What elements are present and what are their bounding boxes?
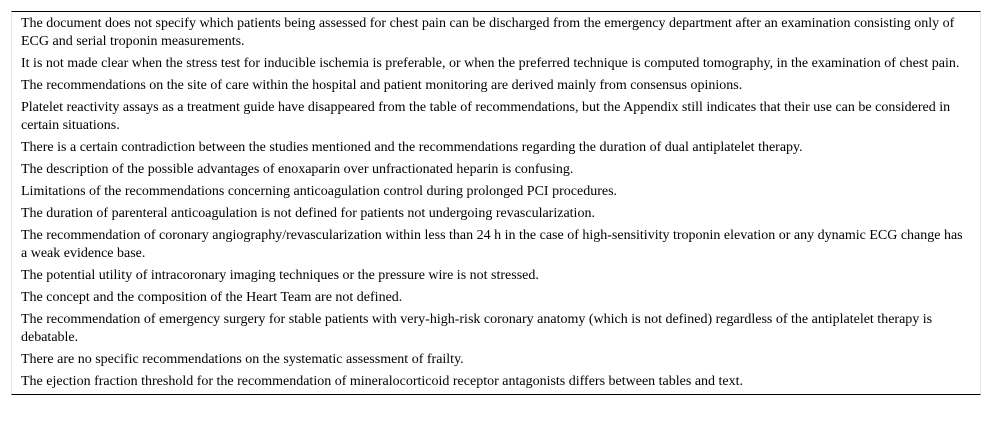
table-row: The recommendation of coronary angiography/revascularization within less than 24 h in the case of high-sensitivity troponin elevation or any dynamic ECG change has a weak evidence base. <box>21 228 963 261</box>
table-row: There are no specific recommendations on the systematic assessment of frailty. <box>21 352 464 367</box>
table-row: The recommendations on the site of care within the hospital and patient monitoring are derived mainly from consensus opinions. <box>21 78 743 93</box>
table-row: The concept and the composition of the Heart Team are not defined. <box>21 290 403 305</box>
table-row: Platelet reactivity assays as a treatment guide have disappeared from the table of recommendations, but the Appendix still indicates that their use can be considered in certain situations. <box>21 100 951 133</box>
table-row: The recommendation of emergency surgery for stable patients with very-high-risk coronary anatomy (which is not defined) regardless of the antiplatelet therapy is debatable. <box>21 312 933 345</box>
limitations-table <box>11 11 981 395</box>
table-row: It is not made clear when the stress test for inducible ischemia is preferable, or when the preferred technique is computed tomography, in the examination of chest pain. <box>21 56 960 71</box>
table-row: Limitations of the recommendations concerning anticoagulation control during prolonged PCI procedures. <box>21 184 618 199</box>
table-row: The description of the possible advantages of enoxaparin over unfractionated heparin is confusing. <box>21 162 574 177</box>
table-row: The duration of parenteral anticoagulation is not defined for patients not undergoing revascularization. <box>21 206 595 221</box>
table-row: The potential utility of intracoronary imaging techniques or the pressure wire is not stressed. <box>21 268 539 283</box>
table-row: The ejection fraction threshold for the recommendation of mineralocorticoid receptor antagonists differs between tables and text. <box>21 374 744 389</box>
table-row: There is a certain contradiction between the studies mentioned and the recommendations regarding the duration of dual antiplatelet therapy. <box>21 140 803 155</box>
table-row: The document does not specify which patients being assessed for chest pain can be discharged from the emergency department after an examination consisting only of ECG and serial troponin measurements. <box>21 16 955 49</box>
